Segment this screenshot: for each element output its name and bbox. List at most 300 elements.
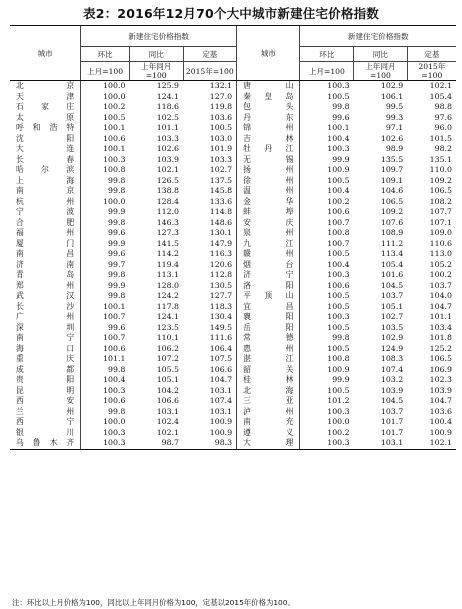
huanbi-cell: 100.4	[81, 375, 130, 386]
huanbi-cell: 99.9	[81, 239, 130, 250]
huanbi-cell: 99.9	[300, 375, 354, 386]
dingji-cell: 130.5	[209, 280, 233, 290]
dingji-cell: 127.7	[209, 291, 233, 300]
table-row	[10, 386, 456, 397]
table-row	[10, 123, 456, 134]
city-name-cell: 深圳	[16, 322, 75, 332]
dingji-cell: 101.9	[209, 144, 233, 153]
huanbi-cell: 100.5	[300, 323, 354, 334]
city-name-cell: 三亚	[237, 396, 300, 407]
tongbi-cell: 102.9	[380, 81, 404, 90]
huanbi-cell: 100.8	[300, 228, 354, 239]
dingji-cell: 101.5	[429, 133, 452, 143]
table-row	[10, 333, 456, 344]
city-name-cell: 包头	[237, 102, 300, 113]
huanbi-cell: 99.8	[81, 270, 130, 281]
huanbi-cell: 99.7	[81, 260, 130, 271]
tongbi-cell: 102.9	[380, 333, 404, 342]
huanbi-cell: 100.0	[81, 92, 130, 103]
huanbi-cell: 99.8	[300, 333, 354, 344]
huanbi-cell: 99.8	[300, 102, 354, 113]
table-row	[10, 302, 456, 313]
dingji-cell: 104.7	[209, 375, 233, 384]
tongbi-cell: 101.7	[380, 427, 404, 437]
tongbi-cell: 127.3	[156, 228, 180, 237]
tongbi-cell: 111.2	[380, 238, 404, 248]
dingji-cell: 105.2	[429, 259, 452, 269]
huanbi-cell: 100.5	[81, 113, 130, 124]
city-name-cell: 扬州	[237, 165, 300, 176]
huanbi-cell: 100.4	[300, 134, 354, 145]
city-name-cell: 西安	[16, 396, 75, 405]
huanbi-cell: 99.8	[81, 365, 130, 376]
tongbi-cell: 103.3	[156, 133, 180, 143]
tongbi-cell: 102.4	[156, 417, 180, 426]
dingji-cell: 149.5	[209, 322, 233, 332]
huanbi-cell: 100.9	[300, 165, 354, 176]
dingji-cell: 119.8	[209, 102, 233, 111]
city-name-cell: 徐州	[237, 176, 300, 187]
huanbi-cell: 100.7	[300, 239, 354, 250]
huanbi-cell: 100.1	[300, 123, 354, 134]
tongbi-cell: 124.1	[156, 91, 180, 101]
header-base-tongbi-right: 上年同月=100	[354, 62, 408, 81]
huanbi-cell: 100.0	[81, 417, 130, 428]
tongbi-cell: 106.6	[156, 396, 180, 405]
dingji-cell: 106.4	[209, 343, 233, 353]
huanbi-cell: 100.2	[300, 197, 354, 208]
tongbi-cell: 125.9	[156, 81, 180, 90]
huanbi-cell: 100.3	[300, 270, 354, 281]
tongbi-cell: 107.6	[380, 217, 404, 227]
city-name-cell: 韶关	[237, 365, 300, 376]
dingji-cell: 107.4	[209, 396, 233, 405]
dingji-cell: 125.2	[429, 343, 452, 353]
table-row	[10, 344, 456, 355]
city-name-cell: 九江	[237, 239, 300, 250]
dingji-cell: 145.8	[209, 186, 233, 195]
tongbi-cell: 101.7	[380, 417, 404, 426]
city-name-cell: 丹东	[237, 113, 300, 124]
tongbi-cell: 102.6	[156, 144, 180, 153]
city-name-cell: 合肥	[16, 217, 75, 227]
tongbi-cell: 110.1	[156, 333, 180, 342]
header-tongbi-right: 同比	[354, 47, 408, 62]
dingji-cell: 100.9	[209, 417, 233, 426]
dingji-cell: 118.3	[209, 301, 233, 311]
city-name-cell: 成都	[16, 364, 75, 374]
huanbi-cell: 100.3	[81, 438, 130, 449]
tongbi-cell: 109.2	[380, 207, 404, 216]
tongbi-cell: 124.2	[156, 291, 180, 300]
dingji-cell: 132.1	[209, 81, 233, 90]
tongbi-cell: 99.5	[385, 102, 404, 111]
tongbi-cell: 103.1	[354, 438, 408, 449]
city-name-cell: 济宁	[237, 270, 300, 281]
dingji-cell: 147.9	[209, 238, 233, 248]
price-index-table	[10, 25, 456, 450]
tongbi-cell: 105.1	[380, 301, 404, 311]
huanbi-cell: 100.4	[300, 260, 354, 271]
tongbi-cell: 103.9	[156, 154, 180, 164]
table-row	[10, 260, 456, 271]
city-name-cell: 广州	[16, 312, 75, 321]
table-row	[10, 207, 456, 218]
tongbi-cell: 119.4	[156, 259, 180, 269]
city-name-cell: 南宁	[16, 333, 75, 342]
dingji-cell: 105.4	[429, 91, 452, 101]
header-huanbi-left: 环比	[81, 47, 130, 62]
table-row	[10, 323, 456, 334]
huanbi-cell: 99.8	[81, 291, 130, 302]
city-name-cell: 长沙	[16, 301, 75, 311]
table-row	[10, 428, 456, 439]
city-name-cell: 秦皇岛	[237, 92, 300, 103]
city-name-cell: 兰州	[16, 406, 75, 416]
table-row	[10, 102, 456, 113]
table-row	[10, 81, 456, 92]
city-name-cell: 昆明	[16, 385, 75, 395]
huanbi-cell: 100.3	[81, 155, 130, 166]
city-name-cell: 杭州	[16, 196, 75, 206]
dingji-cell: 104.7	[429, 396, 452, 405]
table-row	[10, 239, 456, 250]
dingji-cell: 135.1	[429, 154, 452, 164]
tongbi-cell: 105.5	[156, 364, 180, 374]
tongbi-cell: 106.5	[380, 196, 404, 206]
huanbi-cell: 100.3	[300, 438, 354, 449]
table-row	[10, 134, 456, 145]
huanbi-cell: 101.1	[81, 354, 130, 365]
header-dingji-right: 定基	[407, 47, 456, 62]
header-base-dingji-right: 2015年=100	[407, 62, 456, 81]
tongbi-cell: 107.4	[380, 364, 404, 374]
header-dingji-left: 定基	[183, 47, 237, 62]
dingji-cell: 101.8	[429, 333, 452, 342]
city-name-cell: 乌鲁木齐	[10, 438, 81, 449]
dingji-cell: 106.6	[209, 364, 233, 374]
city-name-cell: 西宁	[16, 417, 75, 426]
dingji-cell: 100.4	[429, 417, 452, 426]
huanbi-cell: 100.3	[300, 407, 354, 418]
dingji-cell: 100.9	[429, 427, 452, 437]
tongbi-cell: 109.1	[380, 175, 404, 185]
tongbi-cell: 98.9	[385, 144, 404, 153]
huanbi-cell: 100.7	[81, 333, 130, 344]
city-name-cell: 重庆	[16, 354, 75, 363]
dingji-cell: 112.8	[209, 270, 233, 279]
tongbi-cell: 124.9	[380, 343, 404, 353]
city-name-cell: 贵阳	[16, 375, 75, 384]
dingji-cell: 102.1	[407, 438, 456, 449]
tongbi-cell: 102.1	[156, 427, 180, 437]
tongbi-cell: 103.9	[380, 385, 404, 395]
huanbi-cell: 99.8	[81, 407, 130, 418]
huanbi-cell: 99.9	[300, 155, 354, 166]
city-name-cell: 宜昌	[237, 302, 300, 313]
tongbi-cell: 109.7	[380, 165, 404, 174]
city-name-cell: 武汉	[16, 291, 75, 300]
table-note: 注：环比以上月价格为100，同比以上年同月价格为100，定基以2015年价格为100。	[12, 598, 295, 607]
dingji-cell: 110.0	[429, 165, 452, 174]
huanbi-cell: 100.5	[300, 386, 354, 397]
huanbi-cell: 100.1	[81, 144, 130, 155]
dingji-cell: 106.5	[429, 354, 452, 363]
city-name-cell: 大连	[16, 144, 75, 153]
tongbi-cell: 103.7	[380, 291, 404, 300]
city-name-cell: 宁波	[16, 207, 75, 216]
city-name-cell: 桂林	[237, 375, 300, 386]
tongbi-cell: 114.2	[156, 249, 180, 258]
dingji-cell: 104.7	[429, 301, 452, 311]
tongbi-cell: 97.1	[385, 123, 404, 132]
dingji-cell: 110.6	[429, 238, 452, 248]
city-name-cell: 平顶山	[237, 291, 300, 302]
dingji-cell: 96.0	[434, 123, 452, 132]
city-name-cell: 厦门	[16, 238, 75, 248]
city-name-cell: 银川	[16, 427, 75, 437]
dingji-cell: 100.5	[209, 123, 233, 132]
tongbi-cell: 105.1	[156, 375, 180, 384]
city-name-cell: 惠州	[237, 344, 300, 355]
table-row	[10, 197, 456, 208]
header-base-tongbi-left: 上年同月=100	[129, 62, 183, 81]
city-name-cell: 郑州	[16, 280, 75, 290]
tongbi-cell: 99.3	[385, 112, 404, 122]
huanbi-cell: 100.0	[81, 81, 130, 92]
tongbi-cell: 104.5	[380, 396, 404, 405]
tongbi-cell: 126.5	[156, 175, 180, 185]
huanbi-cell: 100.0	[300, 417, 354, 428]
city-name-cell: 天津	[16, 91, 75, 101]
huanbi-cell: 99.9	[81, 207, 130, 218]
dingji-cell: 103.9	[429, 385, 452, 395]
table-row	[10, 291, 456, 302]
city-name-cell: 石家庄	[16, 102, 75, 111]
dingji-cell: 103.1	[209, 406, 233, 416]
tongbi-cell: 101.6	[380, 270, 404, 279]
city-name-cell: 洛阳	[237, 281, 300, 292]
city-name-cell: 上海	[16, 175, 75, 185]
tongbi-cell: 118.6	[156, 102, 180, 111]
city-name-cell: 无锡	[237, 155, 300, 166]
tongbi-cell: 112.0	[156, 207, 180, 216]
dingji-cell: 111.6	[209, 333, 233, 342]
tongbi-cell: 141.5	[156, 238, 180, 248]
header-base-huanbi-right: 上月=100	[300, 62, 354, 81]
tongbi-cell: 104.2	[156, 385, 180, 395]
huanbi-cell: 100.5	[300, 291, 354, 302]
tongbi-cell: 123.5	[156, 322, 180, 332]
city-name-cell: 南昌	[16, 249, 75, 258]
dingji-cell: 102.1	[429, 81, 452, 90]
table-row	[10, 113, 456, 124]
dingji-cell: 109.0	[429, 228, 452, 237]
city-name-cell: 南充	[237, 417, 300, 428]
dingji-cell: 148.6	[209, 217, 233, 227]
tongbi-cell: 103.2	[380, 375, 404, 384]
huanbi-cell: 100.5	[300, 176, 354, 187]
city-name-cell: 青岛	[16, 270, 75, 279]
table-row	[10, 365, 456, 376]
huanbi-cell: 100.5	[300, 249, 354, 260]
city-name-cell: 赣州	[237, 249, 300, 260]
tongbi-cell: 107.2	[156, 354, 180, 363]
tongbi-cell: 117.8	[156, 301, 180, 311]
city-name-cell: 常德	[237, 333, 300, 344]
huanbi-cell: 100.6	[300, 281, 354, 292]
huanbi-cell: 99.6	[81, 323, 130, 334]
city-name-cell: 福州	[16, 228, 75, 237]
dingji-cell: 97.6	[434, 112, 452, 122]
city-name-cell: 哈尔滨	[16, 165, 75, 174]
huanbi-cell: 100.1	[81, 302, 130, 313]
dingji-cell: 109.2	[429, 175, 452, 185]
dingji-cell: 107.5	[209, 354, 233, 363]
tongbi-cell: 103.7	[380, 406, 404, 416]
header-group-left: 新建住宅价格指数	[81, 26, 237, 47]
dingji-cell: 103.3	[209, 154, 233, 164]
table-row	[10, 228, 456, 239]
dingji-cell: 108.2	[429, 196, 452, 206]
tongbi-cell: 101.1	[156, 123, 180, 132]
dingji-cell: 102.3	[429, 375, 452, 384]
huanbi-cell: 99.6	[81, 249, 130, 260]
dingji-cell: 103.1	[209, 385, 233, 395]
huanbi-cell: 100.3	[300, 144, 354, 155]
city-name-cell: 沈阳	[16, 133, 75, 143]
table-row	[10, 281, 456, 292]
tongbi-cell: 135.5	[380, 154, 404, 164]
dingji-cell: 107.7	[429, 207, 452, 216]
dingji-cell: 98.3	[183, 438, 237, 449]
city-name-cell: 唐山	[237, 81, 300, 92]
table-row	[10, 165, 456, 176]
city-name-cell: 岳阳	[237, 323, 300, 334]
dingji-cell: 104.0	[429, 291, 452, 300]
city-name-cell: 泸州	[237, 407, 300, 418]
city-name-cell: 吉林	[237, 134, 300, 145]
tongbi-cell: 124.1	[156, 312, 180, 321]
huanbi-cell: 101.2	[300, 396, 354, 407]
city-name-cell: 温州	[237, 186, 300, 197]
city-name-cell: 太原	[16, 112, 75, 122]
huanbi-cell: 100.7	[81, 312, 130, 323]
table-row	[10, 249, 456, 260]
table-row	[10, 375, 456, 386]
city-name-cell: 济南	[16, 259, 75, 269]
huanbi-cell: 99.6	[81, 228, 130, 239]
huanbi-cell: 100.5	[300, 302, 354, 313]
table-row	[10, 176, 456, 187]
header-city-right: 城市	[237, 26, 300, 81]
table-title: 表2：2016年12月70个大中城市新建住宅价格指数	[83, 6, 379, 21]
dingji-cell: 103.4	[429, 322, 452, 332]
huanbi-cell: 100.8	[300, 354, 354, 365]
dingji-cell: 100.9	[209, 427, 233, 437]
huanbi-cell: 100.9	[300, 365, 354, 376]
huanbi-cell: 99.8	[81, 218, 130, 229]
city-name-cell: 湛江	[237, 354, 300, 365]
huanbi-cell: 100.0	[81, 197, 130, 208]
city-name-cell: 海口	[16, 343, 75, 353]
dingji-cell: 98.2	[434, 144, 452, 153]
header-base-dingji-left: 2015年=100	[183, 62, 237, 81]
tongbi-cell: 106.1	[380, 91, 404, 101]
city-name-cell: 蚌埠	[237, 207, 300, 218]
huanbi-cell: 100.2	[300, 428, 354, 439]
tongbi-cell: 105.4	[380, 259, 404, 269]
dingji-cell: 130.1	[209, 228, 233, 237]
tongbi-cell: 128.4	[156, 196, 180, 206]
dingji-cell: 107.1	[429, 217, 452, 227]
dingji-cell: 106.9	[429, 364, 452, 374]
tongbi-cell: 113.4	[380, 249, 404, 258]
city-name-cell: 北海	[237, 386, 300, 397]
city-name-cell: 烟台	[237, 260, 300, 271]
huanbi-cell: 100.4	[300, 186, 354, 197]
header-city-left: 城市	[10, 26, 81, 81]
header-tongbi-left: 同比	[129, 47, 183, 62]
huanbi-cell: 100.6	[81, 344, 130, 355]
huanbi-cell: 99.9	[81, 281, 130, 292]
table-row	[10, 144, 456, 155]
city-name-cell: 襄阳	[237, 312, 300, 323]
tongbi-cell: 108.3	[380, 354, 404, 363]
huanbi-cell: 100.3	[300, 312, 354, 323]
city-name-cell: 牡丹江	[237, 144, 300, 155]
huanbi-cell: 100.3	[81, 386, 130, 397]
table-row	[10, 417, 456, 428]
dingji-cell: 100.2	[429, 270, 452, 279]
huanbi-cell: 100.6	[81, 134, 130, 145]
dingji-cell: 103.0	[209, 133, 233, 143]
huanbi-cell: 100.7	[300, 218, 354, 229]
table-row	[10, 438, 456, 449]
dingji-cell: 137.5	[209, 175, 233, 185]
tongbi-cell: 128.0	[156, 280, 180, 290]
city-name-cell: 长春	[16, 154, 75, 164]
dingji-cell: 106.5	[429, 186, 452, 195]
city-name-cell: 北京	[16, 81, 75, 90]
huanbi-cell: 100.6	[300, 207, 354, 218]
tongbi-cell: 103.1	[156, 406, 180, 416]
table-row	[10, 407, 456, 418]
table-row	[10, 218, 456, 229]
dingji-cell: 102.7	[209, 165, 233, 174]
dingji-cell: 127.0	[209, 91, 233, 101]
city-name-cell: 南京	[16, 186, 75, 195]
dingji-cell: 133.6	[209, 196, 233, 206]
dingji-cell: 103.7	[429, 280, 452, 290]
tongbi-cell: 108.9	[380, 228, 404, 237]
dingji-cell: 98.8	[434, 102, 452, 111]
table-row	[10, 354, 456, 365]
city-name-cell: 安庆	[237, 218, 300, 229]
city-name-cell: 呼和浩特	[16, 123, 75, 132]
dingji-cell: 120.6	[209, 259, 233, 269]
city-name-cell: 遵义	[237, 428, 300, 439]
huanbi-cell: 100.1	[81, 123, 130, 134]
table-row	[10, 270, 456, 281]
table-row	[10, 312, 456, 323]
table-row	[10, 155, 456, 166]
tongbi-cell: 102.6	[380, 133, 404, 143]
dingji-cell: 103.6	[429, 406, 452, 416]
huanbi-cell: 99.8	[81, 176, 130, 187]
tongbi-cell: 102.7	[380, 312, 404, 321]
dingji-cell: 101.1	[429, 312, 452, 321]
